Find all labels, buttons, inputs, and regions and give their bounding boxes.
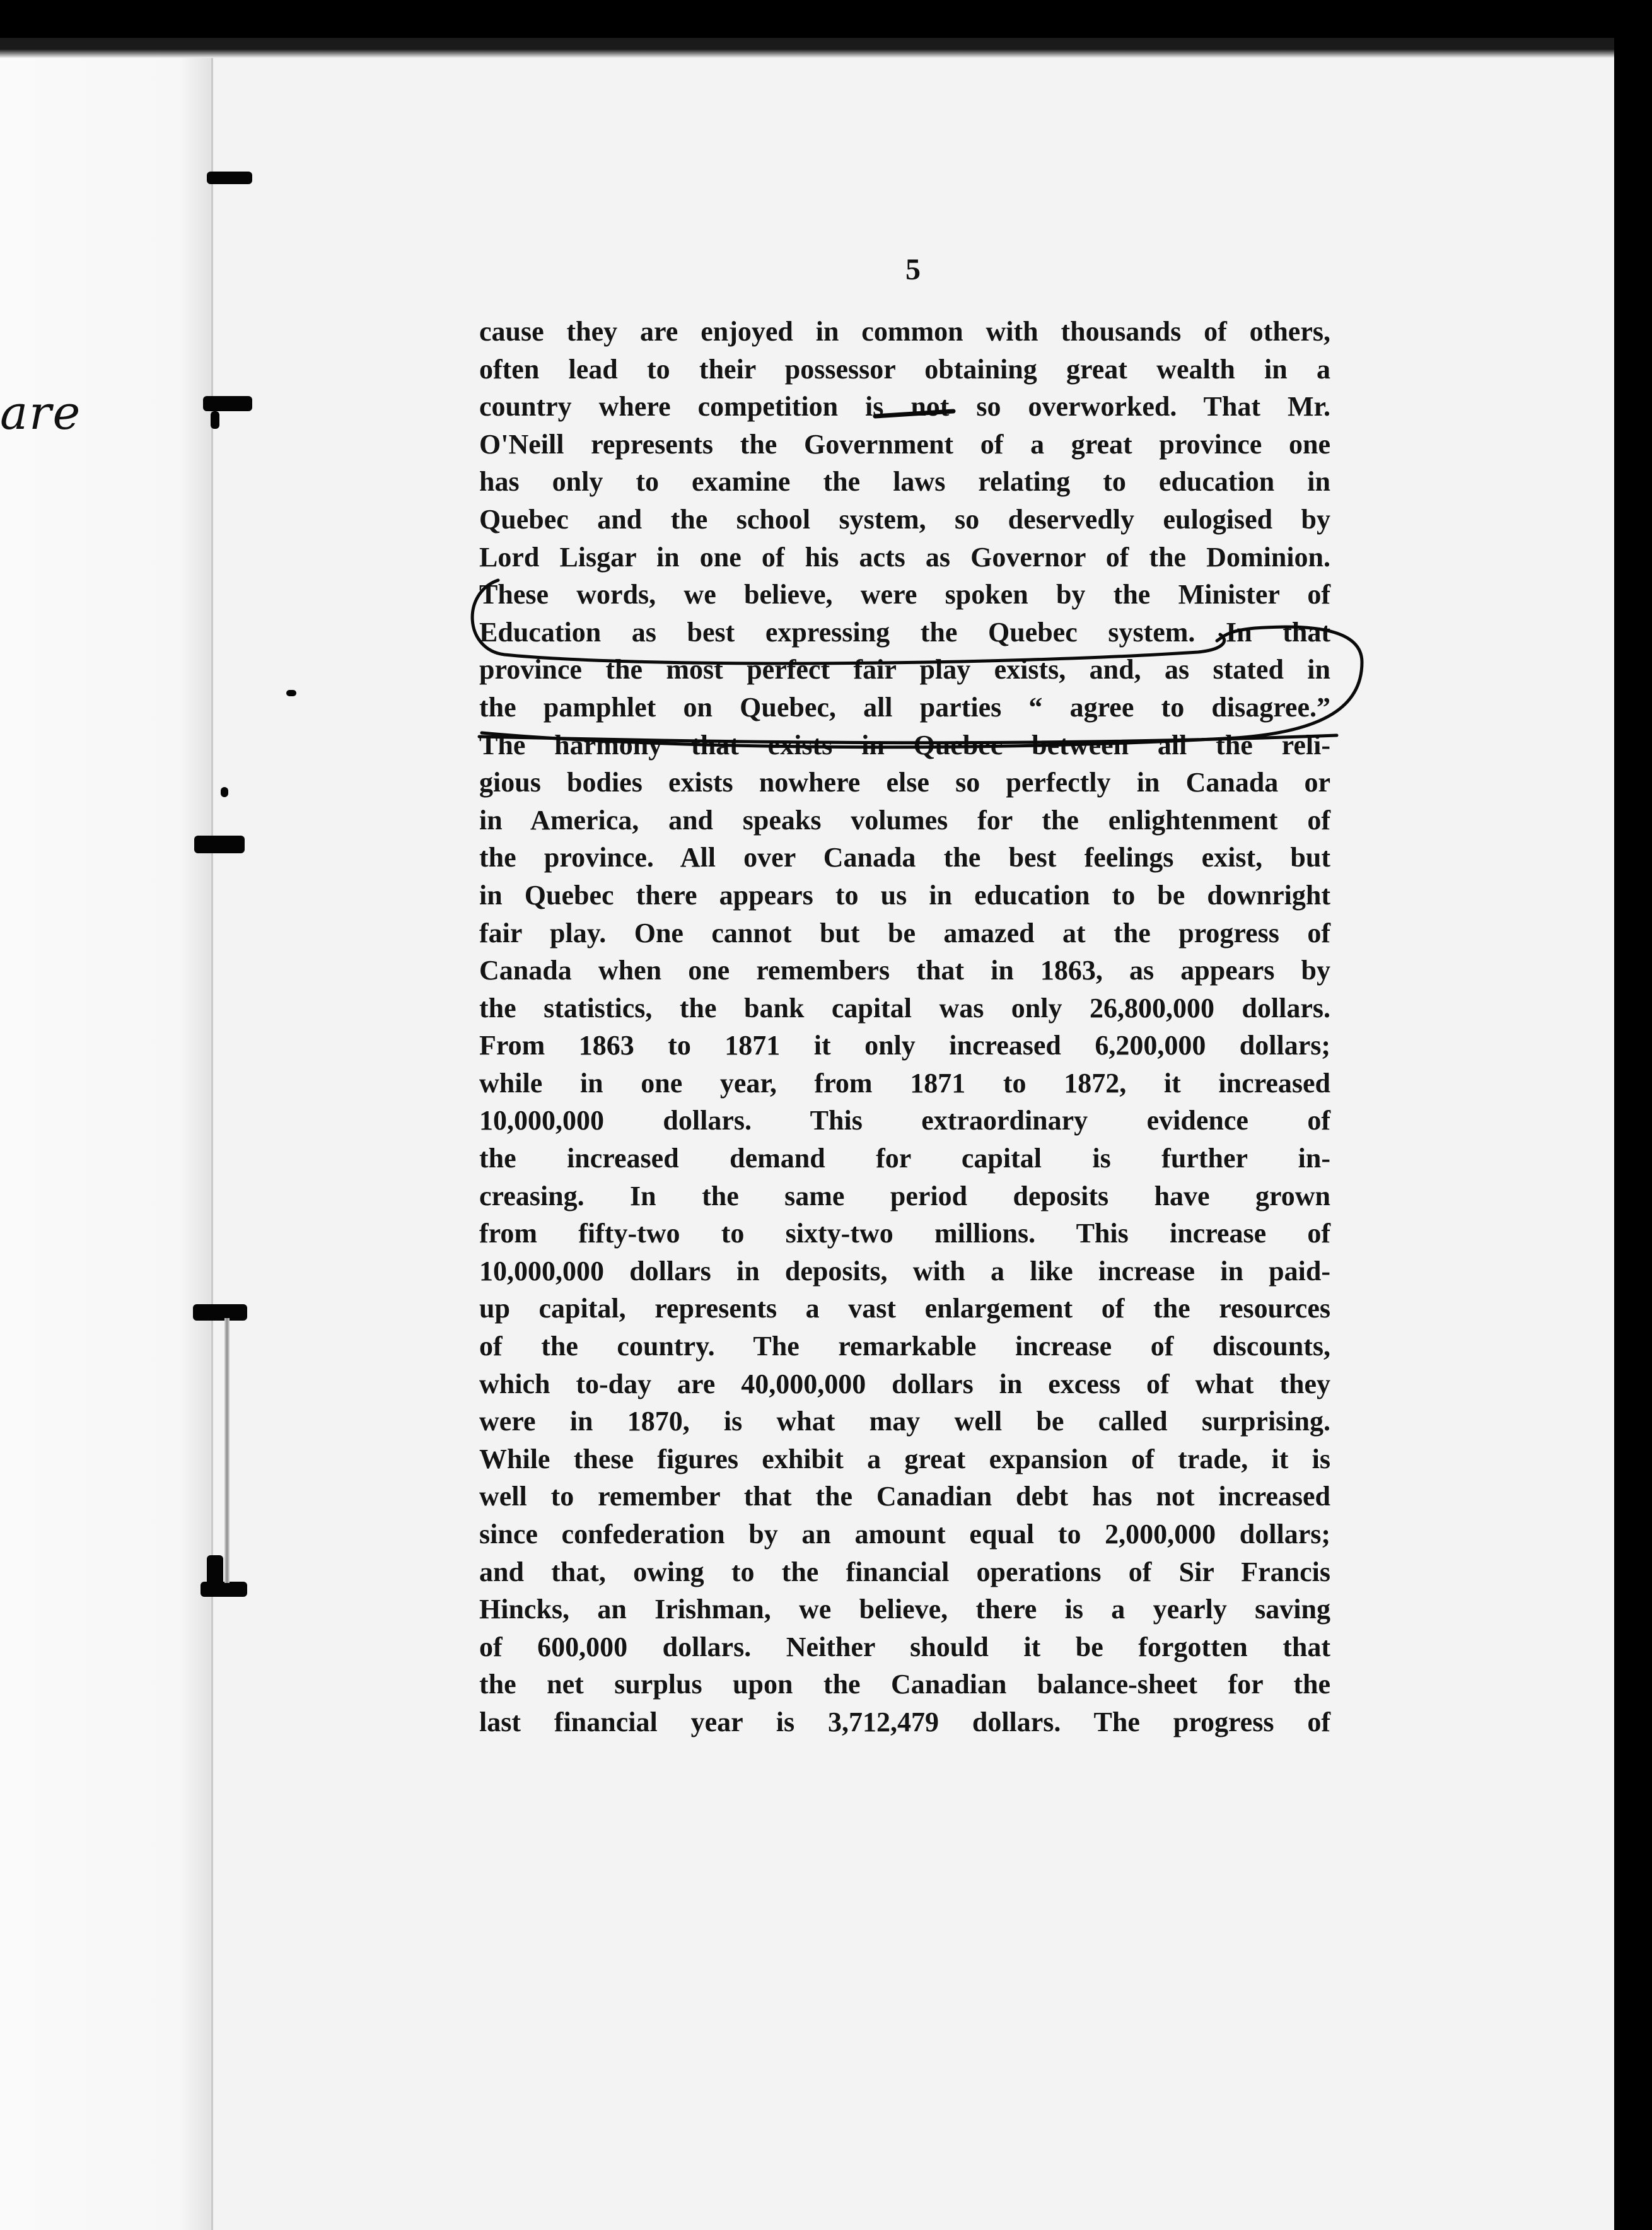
text-line: well to remember that the Canadian debt has not increased [479,1481,1330,1512]
text-line: fair play. One cannot but be amazed at the progress of [479,917,1330,949]
binding-mark-9 [286,690,296,696]
text-line: and that, owing to the financial operations of Sir Francis [479,1556,1330,1587]
text-line: in Quebec there appears to us in education to be downright [479,879,1330,911]
text-line: From 1863 to 1871 it only increased 6,200,000 dollars; [479,1030,1330,1061]
binding-mark-1 [207,172,252,184]
text-line: last financial year is 3,712,479 dollars. The progress of [479,1706,1330,1737]
binding-rod [224,1318,230,1583]
binding-mark-8 [221,787,228,797]
text-line: of 600,000 dollars. Neither should it be forgotten that [479,1631,1330,1662]
binding-mark-4 [194,836,245,853]
text-line: from fifty-two to sixty-two millions. This increase of [479,1218,1330,1249]
text-line: Canada when one remembers that in 1863, as appears by [479,955,1330,986]
binding-mark-2 [203,396,252,411]
text-line: gious bodies exists nowhere else so perfectly in Canada or [479,767,1330,798]
text-line: While these figures exhibit a great expansion of trade, it is [479,1443,1330,1474]
text-line: up capital, represents a vast enlargement of the resources [479,1293,1330,1324]
text-line: the net surplus upon the Canadian balance-sheet for the [479,1669,1330,1700]
text-line: country where competition is not so overworked. That Mr. [479,391,1330,423]
text-line: These words, we believe, were spoken by the Minister of [479,579,1330,610]
text-line: which to-day are 40,000,000 dollars in excess of what they [479,1368,1330,1399]
text-line: of the country. The remarkable increase of discounts, [479,1331,1330,1362]
handwritten-margin-note: are [0,386,82,440]
scan-top-border [0,0,1652,58]
text-line: 10,000,000 dollars. This extraordinary evidence of [479,1105,1330,1136]
text-line: O'Neill represents the Government of a great province one [479,428,1330,460]
text-line: the province. All over Canada the best feelings exist, but [479,842,1330,873]
page-number: 5 [905,253,921,286]
text-line: while in one year, from 1871 to 1872, it increased [479,1067,1330,1099]
text-line: province the most perfect fair play exists, and, as stated in [479,654,1330,686]
text-line: often lead to their possessor obtaining great wealth in a [479,353,1330,385]
text-line: cause they are enjoyed in common with thousands of others, [479,316,1330,347]
scan-right-border [1614,0,1652,2230]
text-line: the pamphlet on Quebec, all parties “ agree to disagree.” [479,691,1330,723]
text-line: Education as best expressing the Quebec system. In that [479,616,1330,648]
text-line: the statistics, the bank capital was only 26,800,000 dollars. [479,992,1330,1024]
text-line: Hincks, an Irishman, we believe, there is a yearly saving [479,1594,1330,1625]
text-line: Quebec and the school system, so deservedly eulogised by [479,503,1330,535]
text-line: Lord Lisgar in one of his acts as Governor of the Dominion. [479,541,1330,573]
text-line: 10,000,000 dollars in deposits, with a like increase in paid- [479,1255,1330,1287]
text-line: in America, and speaks volumes for the enlightenment of [479,804,1330,836]
text-line: The harmony that exists in Quebec between all the reli- [479,729,1330,761]
binding-mark-5 [193,1304,247,1321]
text-line: the increased demand for capital is further in- [479,1143,1330,1174]
text-line: were in 1870, is what may well be called surprising. [479,1406,1330,1437]
text-line: has only to examine the laws relating to education in [479,466,1330,498]
binding-mark-3 [211,411,219,429]
body-text [479,313,1330,1741]
text-line: creasing. In the same period deposits have grown [479,1180,1330,1211]
text-line: since confederation by an amount equal to 2,000,000 dollars; [479,1519,1330,1550]
binding-mark-7 [207,1555,223,1587]
page-gutter [0,0,213,2230]
